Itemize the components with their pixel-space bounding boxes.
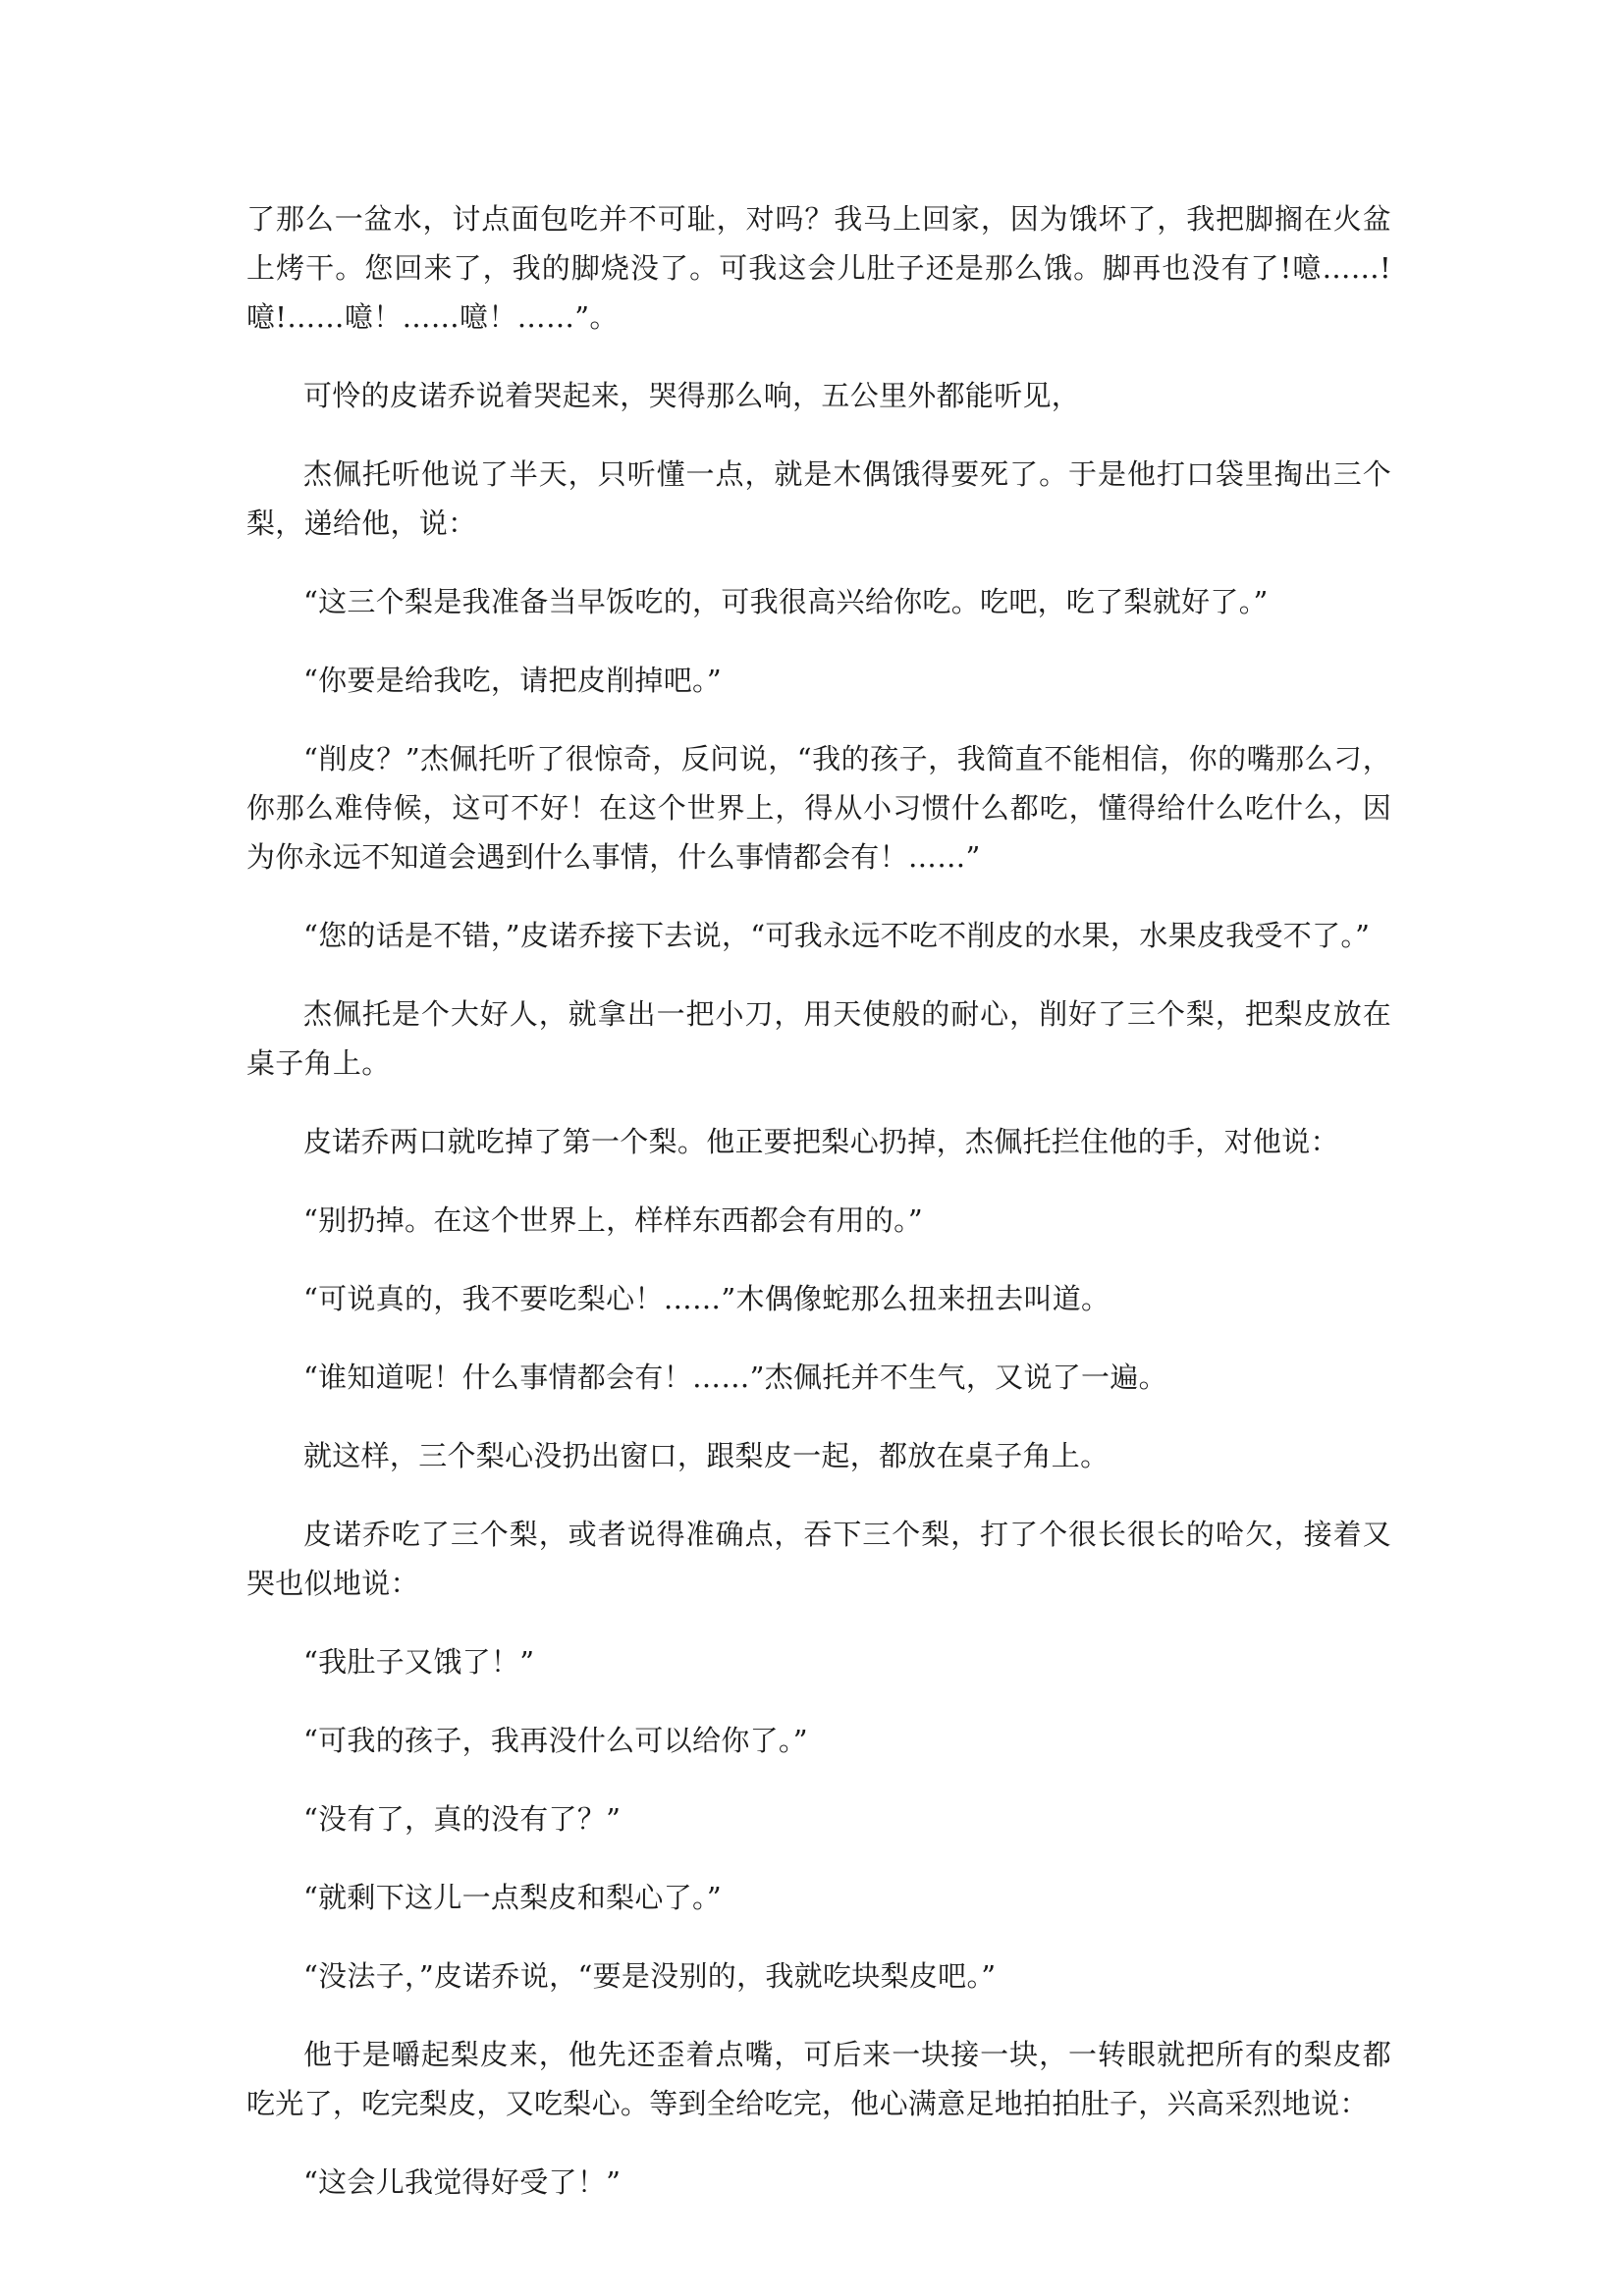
paragraph: 杰佩托听他说了半天，只听懂一点，就是木偶饿得要死了。于是他打口袋里掏出三个梨，递给他，说：	[246, 457, 1391, 540]
paragraph: “可我的孩子，我再没什么可以给你了。”	[303, 1724, 808, 1757]
paragraph: 他于是嚼起梨皮来，他先还歪着点嘴，可后来一块接一块，一转眼就把所有的梨皮都吃光了，吃完梨皮，又吃梨心。等到全给吃完，他心满意足地拍拍肚子，兴高采烈地说：	[246, 2038, 1391, 2120]
text-body	[246, 194, 1391, 2236]
paragraph: “我肚子又饿了！”	[303, 1645, 535, 1679]
paragraph: “这会儿我觉得好受了！”	[303, 2165, 622, 2199]
paragraph: 就这样，三个梨心没扔出窗口，跟梨皮一起，都放在桌子角上。	[303, 1439, 1110, 1472]
paragraph: “别扔掉。在这个世界上，样样东西都会有用的。”	[303, 1203, 924, 1237]
paragraph: 皮诺乔两口就吃掉了第一个梨。他正要把梨心扔掉，杰佩托拦住他的手，对他说：	[303, 1125, 1339, 1158]
paragraph: “没有了，真的没有了？”	[303, 1802, 622, 1836]
paragraph: 皮诺乔吃了三个梨，或者说得准确点，吞下三个梨，打了个很长很长的哈欠，接着又哭也似地说：	[246, 1518, 1391, 1600]
paragraph: “可说真的，我不要吃梨心！……”木偶像蛇那么扭来扭去叫道。	[303, 1282, 1110, 1315]
paragraph: 了那么一盆水，讨点面包吃并不可耻，对吗？我马上回家，因为饿坏了，我把脚搁在火盆上烤干。您回来了，我的脚烧没了。可我这会儿肚子还是那么饿。脚再也没有了!噫……!噫!……噫！……噫！……”。	[246, 202, 1391, 334]
paragraph: “就剩下这儿一点梨皮和梨心了。”	[303, 1881, 722, 1914]
paragraph: “这三个梨是我准备当早饭吃的，可我很高兴给你吃。吃吧，吃了梨就好了。”	[303, 585, 1269, 618]
paragraph: 可怜的皮诺乔说着哭起来，哭得那么响，五公里外都能听见，	[303, 379, 1081, 412]
paragraph: “你要是给我吃，请把皮削掉吧。”	[303, 664, 722, 697]
paragraph: “削皮？”杰佩托听了很惊奇，反问说，“我的孩子，我简直不能相信，你的嘴那么刁，你那么难侍候，这可不好！在这个世界上，得从小习惯什么都吃，懂得给什么吃什么，因为你永远不知道会遇到什么事情，什么事情都会有！……”	[246, 742, 1391, 874]
paragraph: “没法子，”皮诺乔说，“要是没别的，我就吃块梨皮吧。”	[303, 1959, 997, 1993]
paragraph: “您的话是不错，”皮诺乔接下去说，“可我永远不吃不削皮的水果，水果皮我受不了。”	[303, 919, 1371, 952]
paragraph: 杰佩托是个大好人，就拿出一把小刀，用天使般的耐心，削好了三个梨，把梨皮放在桌子角上。	[246, 997, 1391, 1080]
paragraph: “谁知道呢！什么事情都会有！……”杰佩托并不生气，又说了一遍。	[303, 1361, 1167, 1394]
